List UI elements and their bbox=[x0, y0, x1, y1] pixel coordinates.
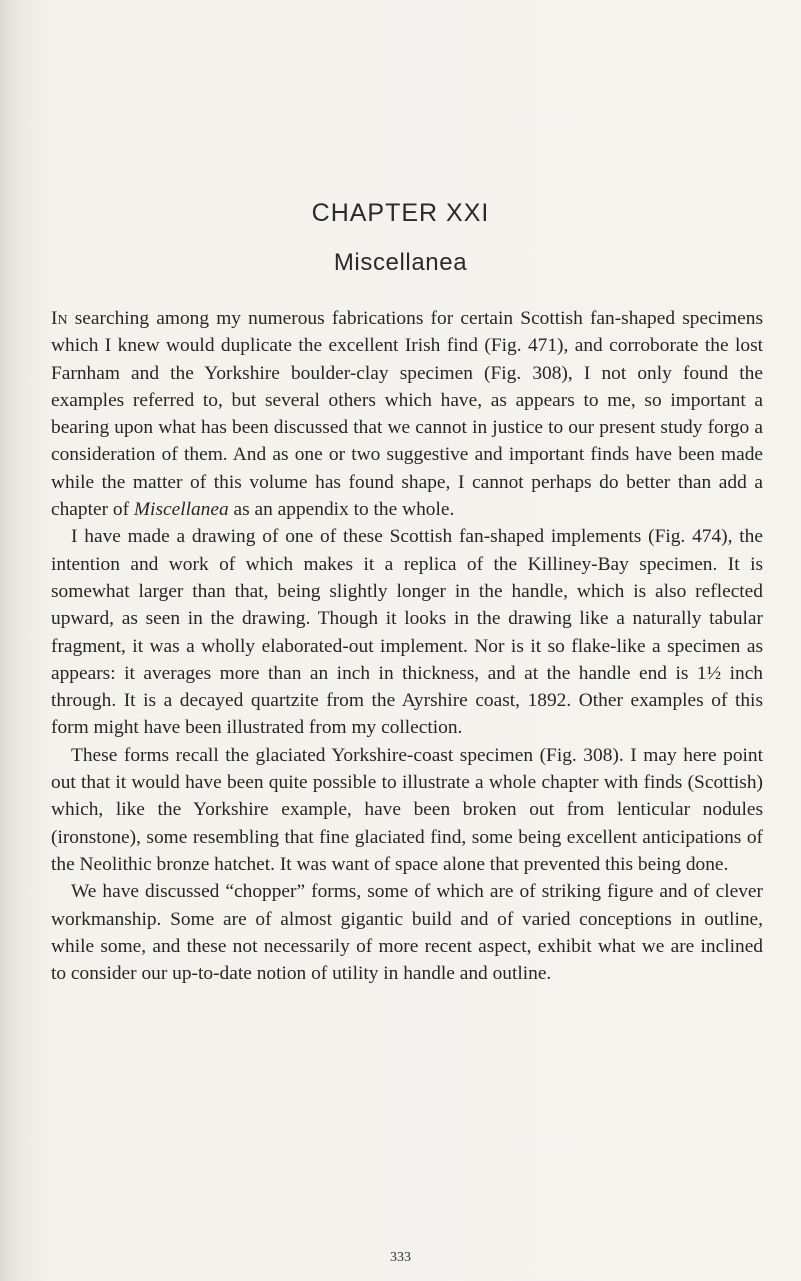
paragraph-1 bbox=[51, 305, 763, 523]
paragraph-2: I have made a drawing of one of these Scottish fan-shaped implements (Fig. 474), the intention and work of which makes it a replica of the Killiney-Bay specimen. It is somewhat larger than that, being slightly longer in the handle, which is also reflected upward, as seen in the drawing. Though it looks in the drawing like a naturally tabular fragment, it was a wholly elaborated-out implement. Nor is it so flake-like a specimen as appears: it averages more than an inch in thickness, and at the handle end is 1½ inch through. It is a decayed quartzite from the Ayrshire coast, 1892. Other examples of this form might have been illustrated from my collection. bbox=[51, 526, 763, 739]
paragraph-1-text-a: searching among my numerous fabrications for certain Scottish fan-shaped specimens which I knew would duplicate the excellent Irish find (Fig. 471), and corroborate the lost Farnham and the Yorkshire boulder-clay specimen (Fig. 308), I not only found the examples referred to, but several others which have, as appears to me, so important a bearing upon what has been discussed that we cannot in justice to our present study forgo a consideration of them. And as one or two suggestive and important finds have been made while the matter of this volume has found shape, I cannot perhaps do better than add a chapter of bbox=[51, 308, 763, 521]
page-number: 333 bbox=[390, 1250, 411, 1265]
paragraph-lead-word: In bbox=[51, 308, 68, 329]
paragraph-1-text-b: as an appendix to the whole. bbox=[228, 499, 455, 521]
paragraph-3: These forms recall the glaciated Yorkshire-coast specimen (Fig. 308). I may here point out that it would have been quite possible to illustrate a whole chapter with finds (Scottish) which, like the Yorkshire example, have been broken out from lenticular nodules (ironstone), some resembling that fine glaciated find, some being excellent anticipations of the Neolithic bronze hatchet. It was want of space alone that prevented this being done. bbox=[51, 744, 763, 875]
section-title: Miscellanea bbox=[333, 249, 468, 276]
paragraph-4: We have discussed “chopper” forms, some of which are of striking figure and of clever workmanship. Some are of almost gigantic build and of varied conceptions in outline, while some, and these not necessarily of more recent aspect, exhibit what we are inclined to consider our up-to-date notion of utility in handle and outline. bbox=[51, 881, 763, 985]
paragraph-1-italic-term: Miscellanea bbox=[133, 499, 229, 521]
body-text bbox=[51, 305, 763, 987]
chapter-heading: CHAPTER XXI bbox=[311, 199, 490, 227]
